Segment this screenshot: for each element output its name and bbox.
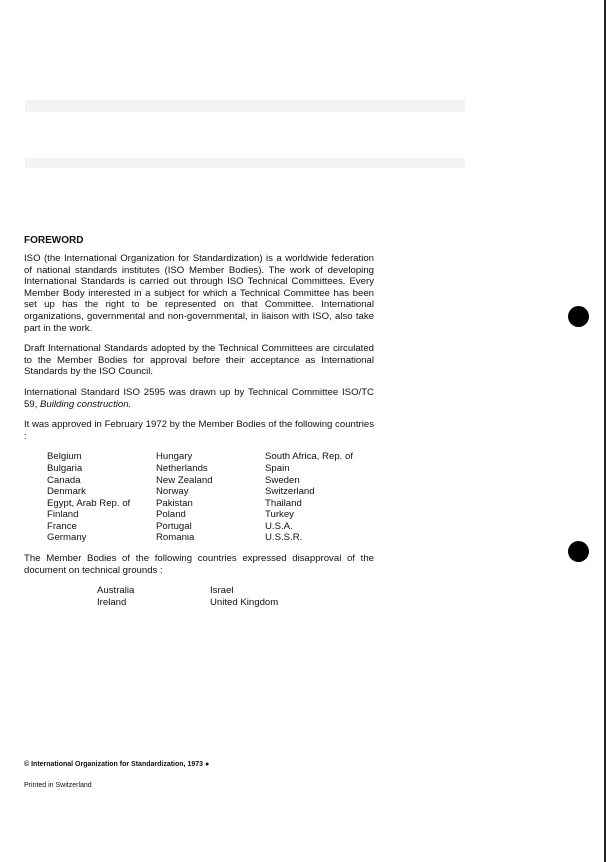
approval-paragraph: It was approved in February 1972 by the Member Bodies of the following countries : [24,419,374,442]
country-name: United Kingdom [210,596,279,608]
country-name: Thailand [265,497,302,509]
disapproving-countries-list [24,585,374,608]
copyright-notice: © International Organization for Standardization, 1973 ● [24,761,210,768]
country-name: South Africa, Rep. of [265,451,353,463]
country-name: U.S.S.R. [265,532,303,544]
country-name: Israel [210,585,234,597]
country-name: Pakistan [156,497,193,509]
country-name: Spain [265,462,290,474]
punch-hole-mark [568,306,589,327]
country-name: U.S.A. [265,520,293,532]
foreword-section [24,235,374,617]
foreword-heading: FOREWORD [24,235,84,246]
country-name: Australia [97,585,135,597]
country-name: Germany [47,532,87,544]
country-name: Canada [47,474,81,486]
country-name: Denmark [47,486,86,498]
country-name: France [47,520,77,532]
country-name: Hungary [156,451,193,463]
country-name: Bulgaria [47,462,83,474]
country-column [210,585,323,608]
country-column [47,451,156,544]
country-name: Sweden [265,474,300,486]
disapproval-paragraph: The Member Bodies of the following countries expressed disapproval of the document on technical grounds : [24,553,374,576]
country-name: Belgium [47,451,82,463]
committee-name: Building construction. [40,398,132,410]
country-name: Romania [156,532,195,544]
approving-countries-list [24,451,374,544]
draft-paragraph: Draft International Standards adopted by the Technical Committees are circulated to the Member Bodies for approval before their acceptance as International Standards by the ISO Council. [24,343,374,378]
country-name: New Zealand [156,474,213,486]
printed-in: Printed in Switzerland [24,782,92,789]
country-name: Egypt, Arab Rep. of [47,497,131,509]
country-name: Netherlands [156,462,208,474]
country-name: Ireland [97,596,127,608]
standard-text: International Standard ISO 2595 was drawn up by Technical Committee ISO/TC 59, [24,386,374,410]
country-column [97,585,210,608]
country-column [156,451,265,544]
show-through-subtitle [25,158,465,168]
show-through-title [25,100,465,112]
country-name: Portugal [156,520,192,532]
country-name: Finland [47,509,79,521]
country-column [265,451,374,544]
punch-hole-mark [568,541,589,562]
country-name: Switzerland [265,486,315,498]
country-name: Poland [156,509,186,521]
country-name: Turkey [265,509,294,521]
standard-paragraph [24,387,374,410]
intro-paragraph: ISO (the International Organization for Standardization) is a worldwide federation of national standards institutes (ISO Member Bodies). The work of developing International Standards is carried out through ISO Technical Committees. Every Member Body interested in a subject for which a Technical Committee has been set up has the right to be represented on that Committee. International organizations, governmental and non-governmental, in liaison with ISO, also take part in the work. [24,253,374,334]
country-name: Norway [156,486,189,498]
